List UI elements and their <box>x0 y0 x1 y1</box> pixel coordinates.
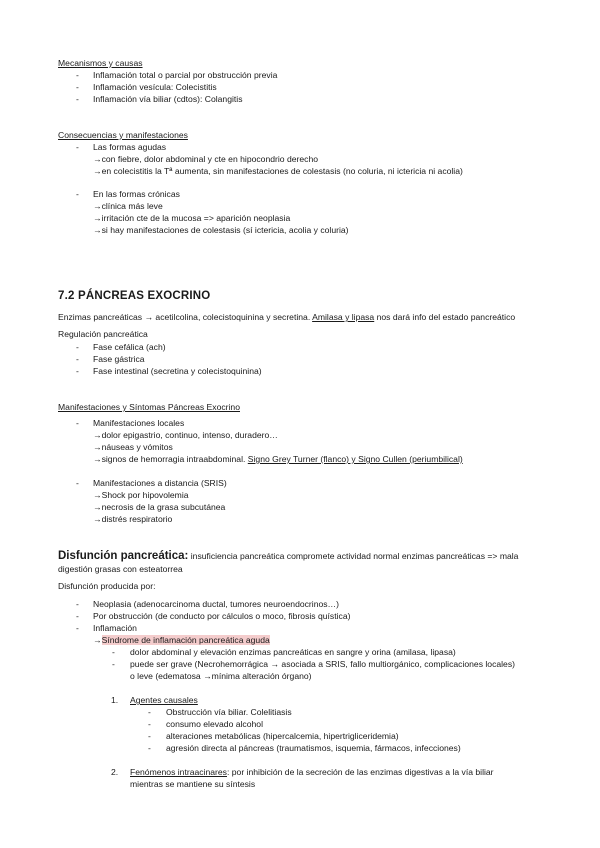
list-item: En las formas crónicas <box>93 189 180 199</box>
disfuncion-desc: insuficiencia pancreática compromete actividad normal enzimas pancreáticas => mala <box>188 551 519 561</box>
fenomenos-title: Fenómenos intraacinares <box>130 767 227 777</box>
list-item: Neoplasia (adenocarcinoma ductal, tumores neuroendocrinos…) <box>93 599 340 609</box>
section-title-manifestaciones: Manifestaciones y Síntomas Páncreas Exocrino <box>58 402 240 412</box>
section-heading-pancreas: 7.2 PÁNCREAS EXOCRINO <box>58 290 211 302</box>
sub-item: →si hay manifestaciones de colestasis (sí ictericia, acolia y coluria) <box>93 225 349 235</box>
signos-underlined: Signo Grey Turner (flanco) y Signo Cullen (periumbilical) <box>247 454 463 464</box>
bullet-dash: - <box>76 354 79 364</box>
disfuncion-heading: Disfunción pancreática: <box>58 550 189 562</box>
list-item: Inflamación vesícula: Colecistitis <box>93 82 217 92</box>
sindrome-highlight: Síndrome de inflamación pancreática aguda <box>101 635 270 645</box>
bullet-dash: - <box>148 743 151 753</box>
bullet-dash: - <box>76 82 79 92</box>
signos-text: →signos de hemorragia intraabdominal. <box>93 454 248 464</box>
bullet-dash: - <box>76 478 79 488</box>
sub-item: →necrosis de la grasa subcutánea <box>93 502 226 512</box>
arrow-glyph: → <box>93 635 102 645</box>
sub-item: →dolor epigastrio, continuo, intenso, duradero… <box>93 430 278 440</box>
sub-item: →irritación cte de la mucosa => aparición neoplasia <box>93 213 291 223</box>
enzimas-text-end: nos dará info del estado pancreático <box>374 312 516 322</box>
list-item: Inflamación total o parcial por obstrucción previa <box>93 70 278 80</box>
bullet-dash: - <box>76 70 79 80</box>
fenomenos-desc-cont: mientras se mantiene su síntesis <box>130 779 256 789</box>
bullet-dash: - <box>76 189 79 199</box>
list-item: Inflamación vía biliar (cdtos): Colangitis <box>93 94 243 104</box>
bullet-dash: - <box>148 731 151 741</box>
sub-item: puede ser grave (Necrohemorrágica → asociada a SRIS, fallo multiorgánico, complicaciones locales) <box>130 659 515 669</box>
section-title-consecuencias: Consecuencias y manifestaciones <box>58 130 188 140</box>
list-item: Obstrucción vía biliar. Colelitiasis <box>166 707 292 717</box>
list-item: alteraciones metabólicas (hipercalcemia, hipertrigliceridemia) <box>166 731 399 741</box>
bullet-dash: - <box>76 418 79 428</box>
numbered-marker: 1. <box>111 695 119 705</box>
fenomenos-paragraph <box>130 767 494 778</box>
fenomenos-desc: : por inhibición de la secreción de las enzimas digestivas a la vía biliar <box>226 767 494 777</box>
bullet-dash: - <box>76 366 79 376</box>
bullet-dash: - <box>148 719 151 729</box>
bullet-dash: - <box>76 142 79 152</box>
list-item: agresión directa al páncreas (traumatismos, isquemia, fármacos, infecciones) <box>166 743 461 753</box>
sub-item: →distrés respiratorio <box>93 514 173 524</box>
sub-item <box>93 454 463 465</box>
disfuncion-desc-cont: digestión grasas con esteatorrea <box>58 564 183 574</box>
bullet-dash: - <box>112 659 115 669</box>
list-item: Manifestaciones locales <box>93 418 185 428</box>
enzimas-paragraph <box>58 312 515 323</box>
section-title-mecanismos: Mecanismos y causas <box>58 58 143 68</box>
sub-item: →náuseas y vómitos <box>93 442 173 452</box>
list-item: Fase cefálica (ach) <box>93 342 166 352</box>
list-item: Fase intestinal (secretina y colecistoquinina) <box>93 366 262 376</box>
regulacion-title: Regulación pancreática <box>58 329 148 339</box>
list-item: consumo elevado alcohol <box>166 719 263 729</box>
enzimas-text: Enzimas pancreáticas → acetilcolina, colecistoquinina y secretina. <box>58 312 313 322</box>
disfuncion-producida: Disfunción producida por: <box>58 581 156 591</box>
bullet-dash: - <box>76 342 79 352</box>
bullet-dash: - <box>112 647 115 657</box>
bullet-dash: - <box>76 611 79 621</box>
sindrome-line <box>93 635 270 646</box>
enzimas-underlined: Amilasa y lipasa <box>312 312 375 322</box>
sub-item: o leve (edematosa →mínima alteración órgano) <box>130 671 312 681</box>
list-item: Fase gástrica <box>93 354 145 364</box>
numbered-marker: 2. <box>111 767 119 777</box>
sub-item: dolor abdominal y elevación enzimas pancreáticas en sangre y orina (amilasa, lipasa) <box>130 647 456 657</box>
bullet-dash: - <box>76 599 79 609</box>
list-item: Por obstrucción (de conducto por cálculos o moco, fibrosis quística) <box>93 611 351 621</box>
bullet-dash: - <box>148 707 151 717</box>
sub-item: →Shock por hipovolemia <box>93 490 189 500</box>
list-item: Las formas agudas <box>93 142 167 152</box>
bullet-dash: - <box>76 94 79 104</box>
list-item: Manifestaciones a distancia (SRIS) <box>93 478 227 488</box>
disfuncion-paragraph <box>58 549 518 563</box>
bullet-dash: - <box>76 623 79 633</box>
list-item: Inflamación <box>93 623 137 633</box>
agentes-title: Agentes causales <box>130 695 198 705</box>
sub-item: →clínica más leve <box>93 201 163 211</box>
sub-item: →con fiebre, dolor abdominal y cte en hipocondrio derecho <box>93 154 319 164</box>
sub-item: →en colecistitis la Tª aumenta, sin manifestaciones de colestasis (no coluria, ni ictericia ni acolia) <box>93 166 463 176</box>
